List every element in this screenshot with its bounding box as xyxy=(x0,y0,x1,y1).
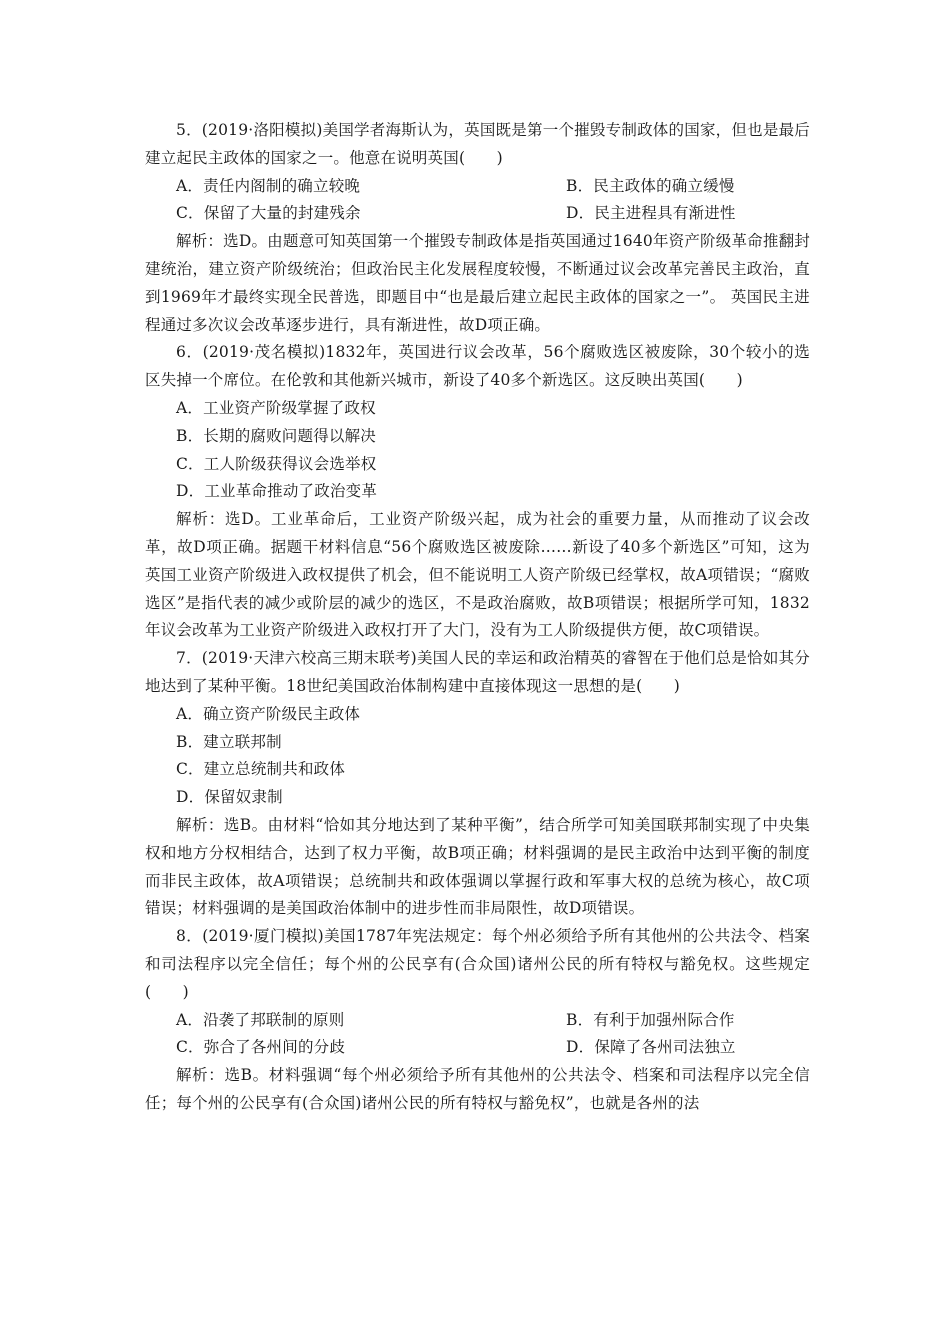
question-7-stem: 7．(2019·天津六校高三期末联考)美国人民的幸运和政治精英的睿智在于他们总是恰如其分地达到了某种平衡。18世纪美国政治体制构建中直接体现这一思想的是( ) xyxy=(145,649,810,695)
question-5-options-row-2 xyxy=(145,200,810,228)
question-5-stem: 5．(2019·洛阳模拟)美国学者海斯认为，英国既是第一个摧毁专制政体的国家，但也是最后建立起民主政体的国家之一。他意在说明英国( ) xyxy=(145,121,810,167)
question-8-option-d: D．保障了各州司法独立 xyxy=(566,1038,736,1057)
question-5-option-c: C．保留了大量的封建残余 xyxy=(176,204,361,223)
question-6-stem: 6．(2019·茂名模拟)1832年，英国进行议会改革，56个腐败选区被废除，30个较小的选区失掉一个席位。在伦敦和其他新兴城市，新设了40多个新选区。这反映出英国( ) xyxy=(145,343,810,390)
question-5-analysis: 解析：选D。由题意可知英国第一个摧毁专制政体是指英国通过1640年资产阶级革命推翻封建统治，建立资产阶级统治；但政治民主化发展程度较慢，不断通过议会改革完善民主政治，直到1969年才最终实现全民普选，即题目中“也是最后建立起民主政体的国家之一”。 英国民主进程通过多次议会改革逐步进行，具有渐进性，故D项正确。 xyxy=(145,232,810,334)
question-7-analysis: 解析：选B。由材料“恰如其分地达到了某种平衡”，结合所学可知美国联邦制实现了中央集权和地方分权相结合，达到了权力平衡，故B项正确；材料强调的是民主政治中达到平衡的制度而非民主政体，故A项错误；总统制共和政体强调以掌握行政和军事大权的总统为核心，故C项错误；材料强调的是美国政治体制中的进步性而非局限性，故D项错误。 xyxy=(145,815,810,918)
question-7-option-c: C．建立总统制共和政体 xyxy=(176,760,346,779)
question-8-option-c: C．弥合了各州间的分歧 xyxy=(176,1038,346,1057)
question-7-option-d: D．保留奴隶制 xyxy=(176,788,283,807)
question-6-option-d: D．工业革命推动了政治变革 xyxy=(176,482,378,501)
question-7-option-a: A．确立资产阶级民主政体 xyxy=(176,704,361,723)
question-8-options-row-1 xyxy=(145,1007,810,1035)
question-6-option-a: A．工业资产阶级掌握了政权 xyxy=(176,398,376,417)
question-5-option-a: A．责任内阁制的确立较晚 xyxy=(176,176,361,195)
question-8-analysis: 解析：选B。材料强调“每个州必须给予所有其他州的公共法令、档案和司法程序以完全信任；每个州的公民享有(合众国)诸州公民的所有特权与豁免权”，也就是各州的法 xyxy=(145,1066,810,1112)
document-page xyxy=(145,117,810,1118)
question-5-option-d: D．民主进程具有渐进性 xyxy=(566,204,736,223)
question-5-option-b: B．民主政体的确立缓慢 xyxy=(566,176,735,195)
question-5-options-row-1 xyxy=(145,173,810,201)
question-8-stem: 8．(2019·厦门模拟)美国1787年宪法规定：每个州必须给予所有其他州的公共法令、档案和司法程序以完全信任；每个州的公民享有(合众国)诸州公民的所有特权与豁免权。这些规定( ) xyxy=(145,927,810,1001)
question-7-option-b: B．建立联邦制 xyxy=(176,732,282,751)
question-8-option-b: B．有利于加强州际合作 xyxy=(566,1010,735,1029)
question-8-options-row-2 xyxy=(145,1034,810,1062)
question-6-option-b: B．长期的腐败问题得以解决 xyxy=(176,426,376,445)
question-6-option-c: C．工人阶级获得议会选举权 xyxy=(176,454,377,473)
question-8-option-a: A．沿袭了邦联制的原则 xyxy=(176,1010,345,1029)
question-6-analysis: 解析：选D。工业革命后，工业资产阶级兴起，成为社会的重要力量，从而推动了议会改革，故D项正确。据题干材料信息“56个腐败选区被废除……新设了40多个新选区”可知，这为英国工业资产阶级进入政权提供了机会，但不能说明工人资产阶级已经掌权，故A项错误；“腐败选区”是指代表的减少或阶层的减少的选区，不是政治腐败，故B项错误；根据所学可知，1832年议会改革为工业资产阶级进入政权打开了大门，没有为工人阶级提供方便，故C项错误。 xyxy=(145,510,810,640)
